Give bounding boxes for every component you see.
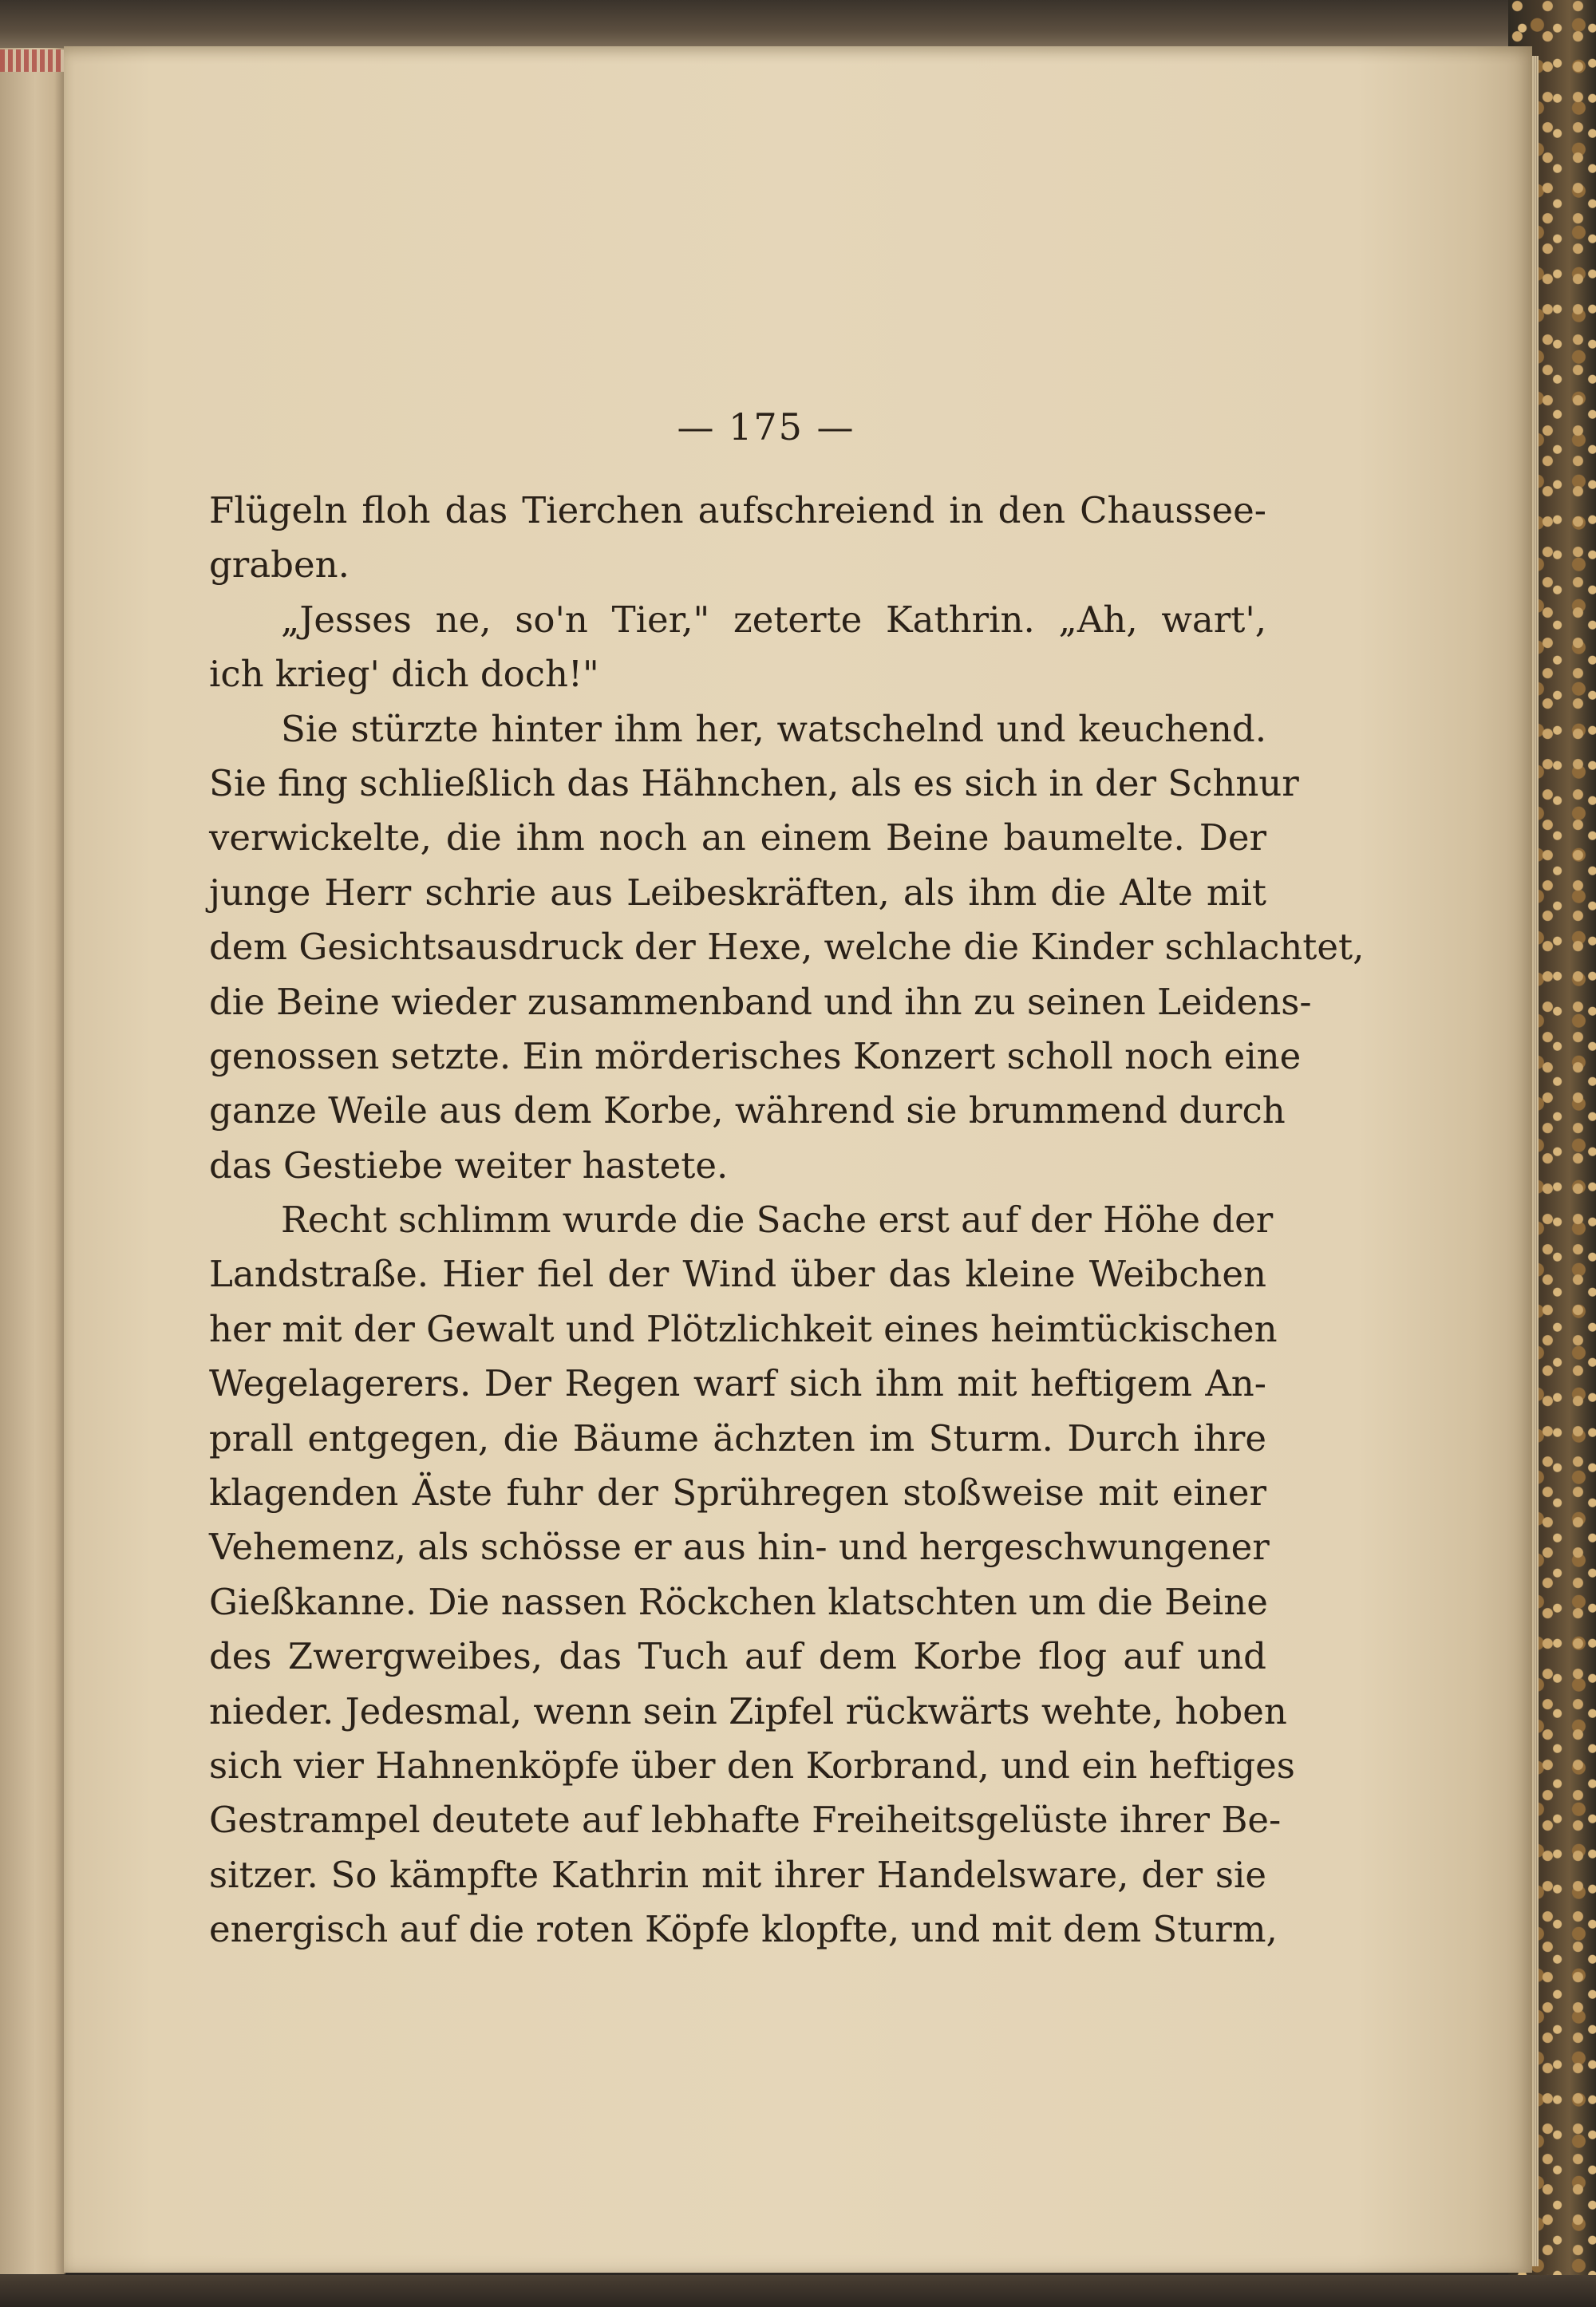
text-line: Vehemenz, als schösse er aus hin- und hergeschwungener — [209, 1526, 1270, 1569]
text-line: Gestrampel deutete auf lebhafte Freiheitsgelüste ihrer Be- — [209, 1799, 1282, 1842]
text-line: energisch auf die roten Köpfe klopfte, und mit dem Sturm, — [209, 1908, 1278, 1951]
text-line: Landstraße. Hier fiel der Wind über das kleine Weibchen — [209, 1253, 1266, 1296]
text-line: Sie stürzte hinter ihm her, watschelnd und keuchend. — [281, 707, 1266, 750]
text-line: Gießkanne. Die nassen Röckchen klatschten um die Beine — [209, 1580, 1268, 1623]
text-line: Flügeln floh das Tierchen aufschreiend in den Chaussee- — [209, 489, 1266, 531]
body-text — [209, 484, 1365, 1957]
book-bottom-edge — [0, 2275, 1596, 2307]
text-line: die Beine wieder zusammenband und ihn zu seinen Leidens- — [209, 980, 1312, 1023]
text-line: sitzer. So kämpfte Kathrin mit ihrer Handelsware, der sie — [209, 1853, 1266, 1896]
page-stack-edge — [1532, 56, 1539, 2266]
text-line: des Zwergweibes, das Tuch auf dem Korbe flog auf und — [209, 1635, 1266, 1678]
text-line: das Gestiebe weiter hastete. — [209, 1144, 729, 1187]
facing-page-edge — [0, 48, 65, 2274]
text-line: her mit der Gewalt und Plötzlichkeit eines heimtückischen — [209, 1307, 1278, 1350]
text-line: sich vier Hahnenköpfe über den Korbrand, und ein heftiges — [209, 1744, 1295, 1787]
book-page — [64, 46, 1532, 2273]
text-line: junge Herr schrie aus Leibeskräften, als ihm die Alte mit — [209, 871, 1266, 914]
text-line: ganze Weile aus dem Korbe, während sie brummend durch — [209, 1089, 1286, 1132]
text-line: dem Gesichtsausdruck der Hexe, welche die Kinder schlachtet, — [209, 926, 1365, 969]
text-line: verwickelte, die ihm noch an einem Beine baumelte. Der — [209, 816, 1266, 859]
text-line: genossen setzte. Ein mörderisches Konzert scholl noch eine — [209, 1034, 1302, 1077]
text-line: Recht schlimm wurde die Sache erst auf der Höhe der — [281, 1199, 1274, 1242]
text-line: graben. — [209, 543, 350, 587]
text-line: Sie fing schließlich das Hähnchen, als es sich in der Schnur — [209, 761, 1299, 804]
text-line: klagenden Äste fuhr der Sprühregen stoßweise mit einer — [209, 1472, 1266, 1515]
text-line: ich krieg' dich doch!" — [209, 653, 599, 696]
text-line: Wegelagerers. Der Regen warf sich ihm mit heftigem An- — [209, 1362, 1266, 1405]
page-number: — 175 — — [677, 405, 855, 448]
text-line: „Jesses ne, so'n Tier," zeterte Kathrin. „Ah, wart', — [281, 598, 1266, 641]
text-line: prall entgegen, die Bäume ächzten im Sturm. Durch ihre — [209, 1416, 1266, 1460]
text-line: nieder. Jedesmal, wenn sein Zipfel rückwärts wehte, hoben — [209, 1689, 1287, 1732]
